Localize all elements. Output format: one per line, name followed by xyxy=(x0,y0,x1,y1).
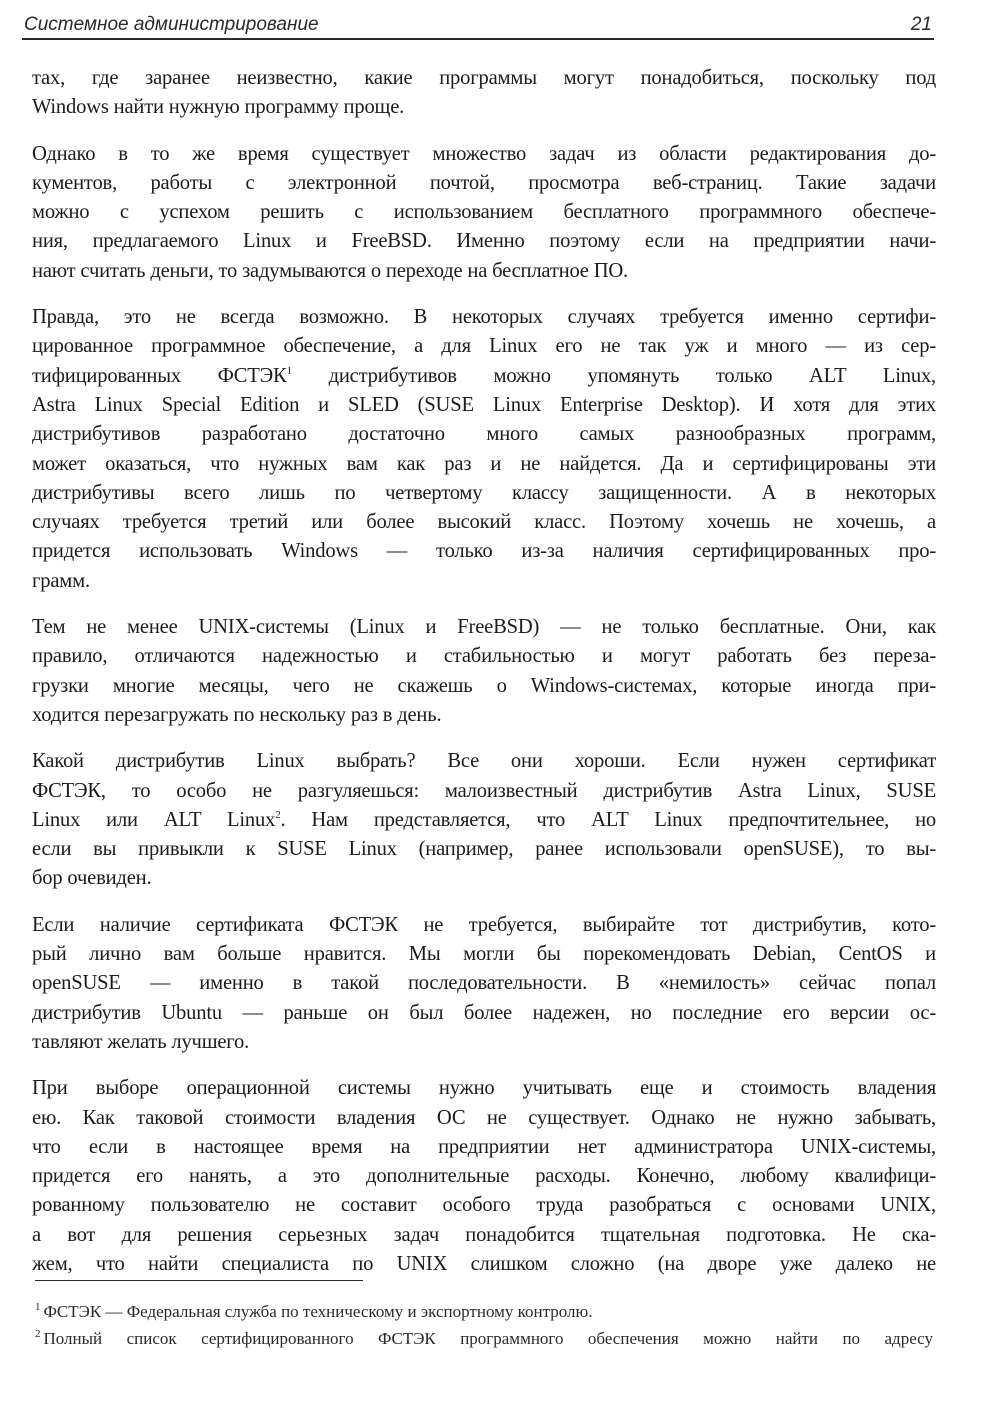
text-line: Какой дистрибутив Linux выбрать? Все они хороши. Если нужен сертификат xyxy=(32,750,936,773)
text-line: ФСТЭК, то особо не разгуляешься: малоизвестный дистрибутив Astra Linux, SUSE xyxy=(32,779,936,802)
text-line: если вы привыкли к SUSE Linux (например, ранее использовали openSUSE), то вы- xyxy=(32,838,936,861)
text-line: случаях требуется третий или более высокий класс. Поэтому хочешь не хочешь, а xyxy=(32,511,936,534)
text-line: рый лично вам больше нравится. Мы могли бы порекомендовать Debian, CentOS и xyxy=(32,943,936,966)
footnote-text: Полный список сертифицированного ФСТЭК программного обеспечения можно найти по адресу xyxy=(43,1329,933,1348)
footnote-marker: 2 xyxy=(35,1328,41,1340)
text-line: ния, предлагаемого Linux и FreeBSD. Именно поэтому если на предприятии начи- xyxy=(32,230,936,253)
text-line: Правда, это не всегда возможно. В некоторых случаях требуется именно сертифи- xyxy=(32,306,936,329)
text-line: придется его нанять, а это дополнительные расходы. Конечно, любому квалифици- xyxy=(32,1165,936,1188)
paragraph xyxy=(32,911,936,1057)
text-line: дистрибутив Ubuntu — раньше он был более надежен, но последние его версии ос- xyxy=(32,1001,936,1024)
text-line: тах, где заранее неизвестно, какие программы могут понадобиться, поскольку под xyxy=(32,67,936,89)
text-line: Тем не менее UNIX-системы (Linux и FreeBSD) — не только бесплатные. Они, как xyxy=(32,616,936,639)
paragraph xyxy=(32,747,936,893)
text-line: а вот для решения серьезных задач понадобится тщательная подготовка. Не ска- xyxy=(32,1223,936,1246)
footnotes xyxy=(35,1298,935,1352)
text-line: может оказаться, что нужных вам как раз и не найдется. Да и сертифицированы эти xyxy=(32,452,936,475)
text-fragment: . Нам представляется, что ALT Linux предпочтительнее, но xyxy=(280,808,936,831)
text-line: кументов, работы с электронной почтой, просмотра веб-страниц. Такие задачи xyxy=(32,171,936,194)
text-line: Windows найти нужную программу проще. xyxy=(32,96,405,119)
text-line: Однако в то же время существует множество задач из области редактирования до- xyxy=(32,142,936,165)
footnote-2 xyxy=(35,1325,933,1352)
text-line: грамм. xyxy=(32,569,90,592)
text-line: бор очевиден. xyxy=(32,867,152,890)
paragraph xyxy=(32,303,936,596)
section-title: Системное администрирование xyxy=(24,14,319,35)
text-line: придется использовать Windows — только из-за наличия сертифицированных про- xyxy=(32,540,936,563)
text-line xyxy=(32,806,936,835)
body-text xyxy=(32,64,936,1296)
text-line: дистрибутивов разработано достаточно много самых разнообразных программ, xyxy=(32,423,936,446)
text-line: дистрибутивы всего лишь по четвертому классу защищенности. А в некоторых xyxy=(32,481,936,504)
text-line: грузки многие месяцы, чего не скажешь о Windows-системах, которые иногда при- xyxy=(32,674,936,697)
text-fragment: дистрибутивов можно упомянуть только ALT Linux, xyxy=(291,364,936,387)
text-line: рованному пользователю не составит особого труда разобраться с основами UNIX, xyxy=(32,1194,936,1217)
text-line: тавляют желать лучшего. xyxy=(32,1030,250,1053)
footnote-marker: 1 xyxy=(35,1301,41,1313)
text-line: нают считать деньги, то задумываются о переходе на бесплатное ПО. xyxy=(32,259,628,282)
footnote-text: ФСТЭК — Федеральная служба по техническому и экспортному контролю. xyxy=(43,1302,593,1321)
text-line: жем, что найти специалиста по UNIX слишком сложно (на дворе уже далеко не xyxy=(32,1252,936,1275)
paragraph xyxy=(32,613,936,730)
text-line: можно с успехом решить с использованием бесплатного программного обеспече- xyxy=(32,201,936,224)
footnote-divider xyxy=(35,1280,363,1281)
text-line: ею. Как таковой стоимости владения ОС не существует. Однако не нужно забывать, xyxy=(32,1106,936,1129)
text-line xyxy=(32,362,936,391)
footnote-reference[interactable]: 2 xyxy=(275,808,281,821)
text-line: цированное программное обеспечение, а для Linux его не так уж и много — из сер- xyxy=(32,335,936,358)
footnote-1 xyxy=(35,1298,935,1325)
text-line: правило, отличаются надежностью и стабильностью и могут работать без переза- xyxy=(32,645,936,668)
text-line: При выборе операционной системы нужно учитывать еще и стоимость владения xyxy=(32,1077,936,1100)
running-header xyxy=(22,10,934,40)
text-line: ходится перезагружать по нескольку раз в день. xyxy=(32,703,442,726)
text-line: Astra Linux Special Edition и SLED (SUSE Linux Enterprise Desktop). И хотя для этих xyxy=(32,393,936,416)
text-line: openSUSE — именно в такой последовательности. В «немилость» сейчас попал xyxy=(32,972,936,995)
text-fragment: тифицированных ФСТЭК xyxy=(32,364,287,387)
paragraph xyxy=(32,1074,936,1279)
text-fragment: Linux или ALT Linux xyxy=(32,808,276,831)
paragraph xyxy=(32,64,936,123)
page-number: 21 xyxy=(910,14,932,35)
text-line: Если наличие сертификата ФСТЭК не требуется, выбирайте тот дистрибутив, кото- xyxy=(32,913,936,936)
text-line: что если в настоящее время на предприятии нет администратора UNIX-системы, xyxy=(32,1135,936,1158)
paragraph xyxy=(32,140,936,286)
footnote-reference[interactable]: 1 xyxy=(286,364,292,377)
